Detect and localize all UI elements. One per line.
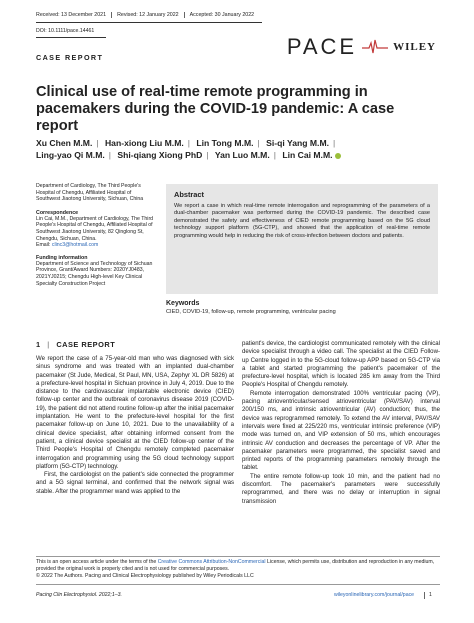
journal-citation: Pacing Clin Electrophysiol. 2022;1–3.: [36, 592, 122, 598]
license-link[interactable]: Creative Commons Attribution-NonCommercial: [157, 559, 266, 565]
abstract-box: [166, 184, 438, 294]
section-heading: 1 | CASE REPORT: [36, 340, 116, 349]
right-column: [242, 340, 440, 506]
correspondence-text: Lin Cai, M.M., Department of Cardiology, The Third People's Hospital of Chengdu, Affiliated Hospital of Southwest Jiaotong University, 82 Qinglong St, Chengdu, Sichuan, China.: [36, 215, 154, 242]
paragraph: Remote interrogation demonstrated 100% ventricular pacing (VP), pacing atrioventricular/sensed atrioventricular (PAV/SAV) interval 200/150 ms, and intrinsic atrioventricular (AV) conduction; thus, the device was reprogrammed remotely. To extend the AV interval, PAV/SAV intervals were fixed at 225/220 ms, ventricular intrinsic preference (VIP) mode was turned on, and VIP extension of 50 ms, which encourages intrinsic AV conduction and decreases the percentage of VP. After the pacemaker parameters were programmed, the specialist saved and printed reports of the programming parameters remotely through the tablet.: [242, 389, 440, 472]
category-rule: [36, 37, 106, 38]
journal-url-link[interactable]: wileyonlinelibrary.com/journal/pace: [334, 592, 415, 598]
license-prefix: This is an open access article under the terms of the: [36, 559, 158, 565]
paragraph: First, the cardiologist on the patient's side connected the programmer and a 5G signal terminal, and confirmed that the network signal was stable. After the programmer wand was applied to the: [36, 471, 234, 495]
revised-date: Revised: 12 January 2022: [111, 12, 184, 18]
paragraph: We report the case of a 75-year-old man who was diagnosed with sick sinus syndrome and was treated with an implanted dual-chamber pacemaker (St Jude, Medical, St Paul, MN, USA, Zephyr XL DR 5826) at a prefecture-level hospital in Sichuan province in July 4, 2019. Due to the distance to the cardiovascular implantable electronic device (CIED) follow-up center and the outbreak of coronavirus disease 2019 (COVID-19), the patient did not attend routine follow-up after the initial pacemaker implantation. He went to the prefecture-level hospital for the first pacemaker follow-up on June 10, 2021. Due to the unavailability of a clinical device specialist, after obtaining informed consent from the patient, a clinical device specialist at the CIED follow-up center of the Third People's Hospital of Chengdu remotely completed pacemaker interrogation and programming using the 5G cloud technology support platform (5G-CTP) technology.: [36, 355, 234, 470]
author-line-1: Xu Chen M.M. | Han-xiong Liu M.M. | Lin Tong M.M. | Si-qi Yang M.M. |: [36, 138, 336, 148]
license-suffix: License, which permits use, distribution and reproduction in any medium, provided the original work is properly cited and is not used for commercial purposes.: [36, 559, 435, 572]
author-name[interactable]: Lin Tong M.M.: [196, 138, 254, 148]
section-title: CASE REPORT: [56, 340, 116, 349]
journal-logo: [287, 34, 436, 60]
author-name[interactable]: Han-xiong Liu M.M.: [104, 138, 184, 148]
header-rule: [36, 22, 262, 23]
paragraph: patient's device, the cardiologist communicated remotely with the clinical device specialist through a video call. The specialist at the CIED Follow-up Centre logged in to the 5G-cloud follow-up APP based on 5G-CTP via a tablet and started programming the patient's pacemaker of the prefecture-level hospital, which is located 285 km away from the Third People's Hospital of Chengdu remotely.: [242, 340, 440, 389]
article-title: Clinical use of real-time remote programming in pacemakers during the COVID-19 pandemic: A case report: [36, 84, 395, 134]
footer-rule-bottom: [36, 584, 440, 585]
author-name[interactable]: Ling-yao Qi M.M.: [36, 150, 105, 161]
received-date: Received: 13 December 2021: [36, 12, 107, 18]
author-line-2: Ling-yao Qi M.M. | Shi-qiang Xiong PhD | Yan Luo M.M. | Lin Cai M.M.: [36, 149, 446, 161]
author-name[interactable]: Shi-qiang Xiong PhD: [117, 150, 203, 161]
paragraph: The entire remote follow-up took 10 min, and the patient had no discomfort. The pacemaker's parameters were successfully reprogrammed, and there was no delay or interruption in signal transmission: [242, 472, 440, 505]
funding-heading: Funding information: [36, 254, 88, 261]
affiliation: Department of Cardiology, The Third People's Hospital of Chengdu, Affiliated Hospital of Southwest Jiaotong University, Sichuan, China: [36, 183, 144, 203]
email-label: Email:: [36, 242, 51, 249]
affiliation-column: [36, 183, 156, 287]
correspondence-heading: Correspondence: [36, 209, 79, 216]
correspondence-email-line: [36, 242, 156, 249]
ecg-trace-icon: [362, 39, 388, 55]
accepted-date: Accepted: 30 January 2022: [184, 12, 260, 18]
funding-text: Department of Science and Technology of Sichuan Province, Grant/Award Numbers: 2020YJ0483, 2021YJ0215; Chengdu High-level Key Clinical Specialty Construction Project: [36, 260, 153, 287]
license-note: [36, 559, 440, 572]
doi[interactable]: DOI: 10.1111/pace.14461: [36, 28, 95, 34]
keywords-heading: Keywords: [166, 300, 200, 307]
pace-logo: PACE: [286, 34, 358, 59]
keywords-text: CIED, COVID-19, follow-up, remote programming, ventricular pacing: [166, 309, 336, 315]
abstract-text: We report a case in which real-time remote interrogation and reprogramming of the parameters of a dual-chamber pacemaker was performed during the COVID-19 pandemic. The described case demonstrated the safety and effectiveness of CIED remote programming based on the 5G cloud technology support platform (5G-CTP), and showed that the application of real-time remote programming would help in reducing the risk of cross-infection between doctors and patients.: [174, 203, 430, 239]
author-name[interactable]: Lin Cai M.M.: [282, 150, 333, 161]
orcid-icon[interactable]: [335, 153, 341, 159]
abstract-heading: Abstract: [174, 190, 204, 199]
author-list: [36, 137, 446, 162]
copyright: © 2022 The Authors. Pacing and Clinical Electrophysiology published by Wiley Periodicals LLC: [36, 573, 254, 579]
author-name[interactable]: Xu Chen M.M.: [36, 138, 93, 148]
author-name[interactable]: Yan Luo M.M.: [214, 150, 270, 161]
keywords-block: [166, 300, 438, 316]
dates-bar: [36, 12, 259, 18]
correspondence-email-link[interactable]: clinc3@hotmail.com: [51, 242, 99, 249]
page-number: 1: [424, 592, 432, 599]
author-name[interactable]: Si-qi Yang M.M.: [266, 138, 329, 148]
article-category: CASE REPORT: [36, 53, 104, 62]
wiley-logo: WILEY: [393, 41, 436, 53]
section-number: 1: [36, 340, 41, 349]
left-column: [36, 340, 234, 496]
footer-rule: [36, 556, 440, 557]
